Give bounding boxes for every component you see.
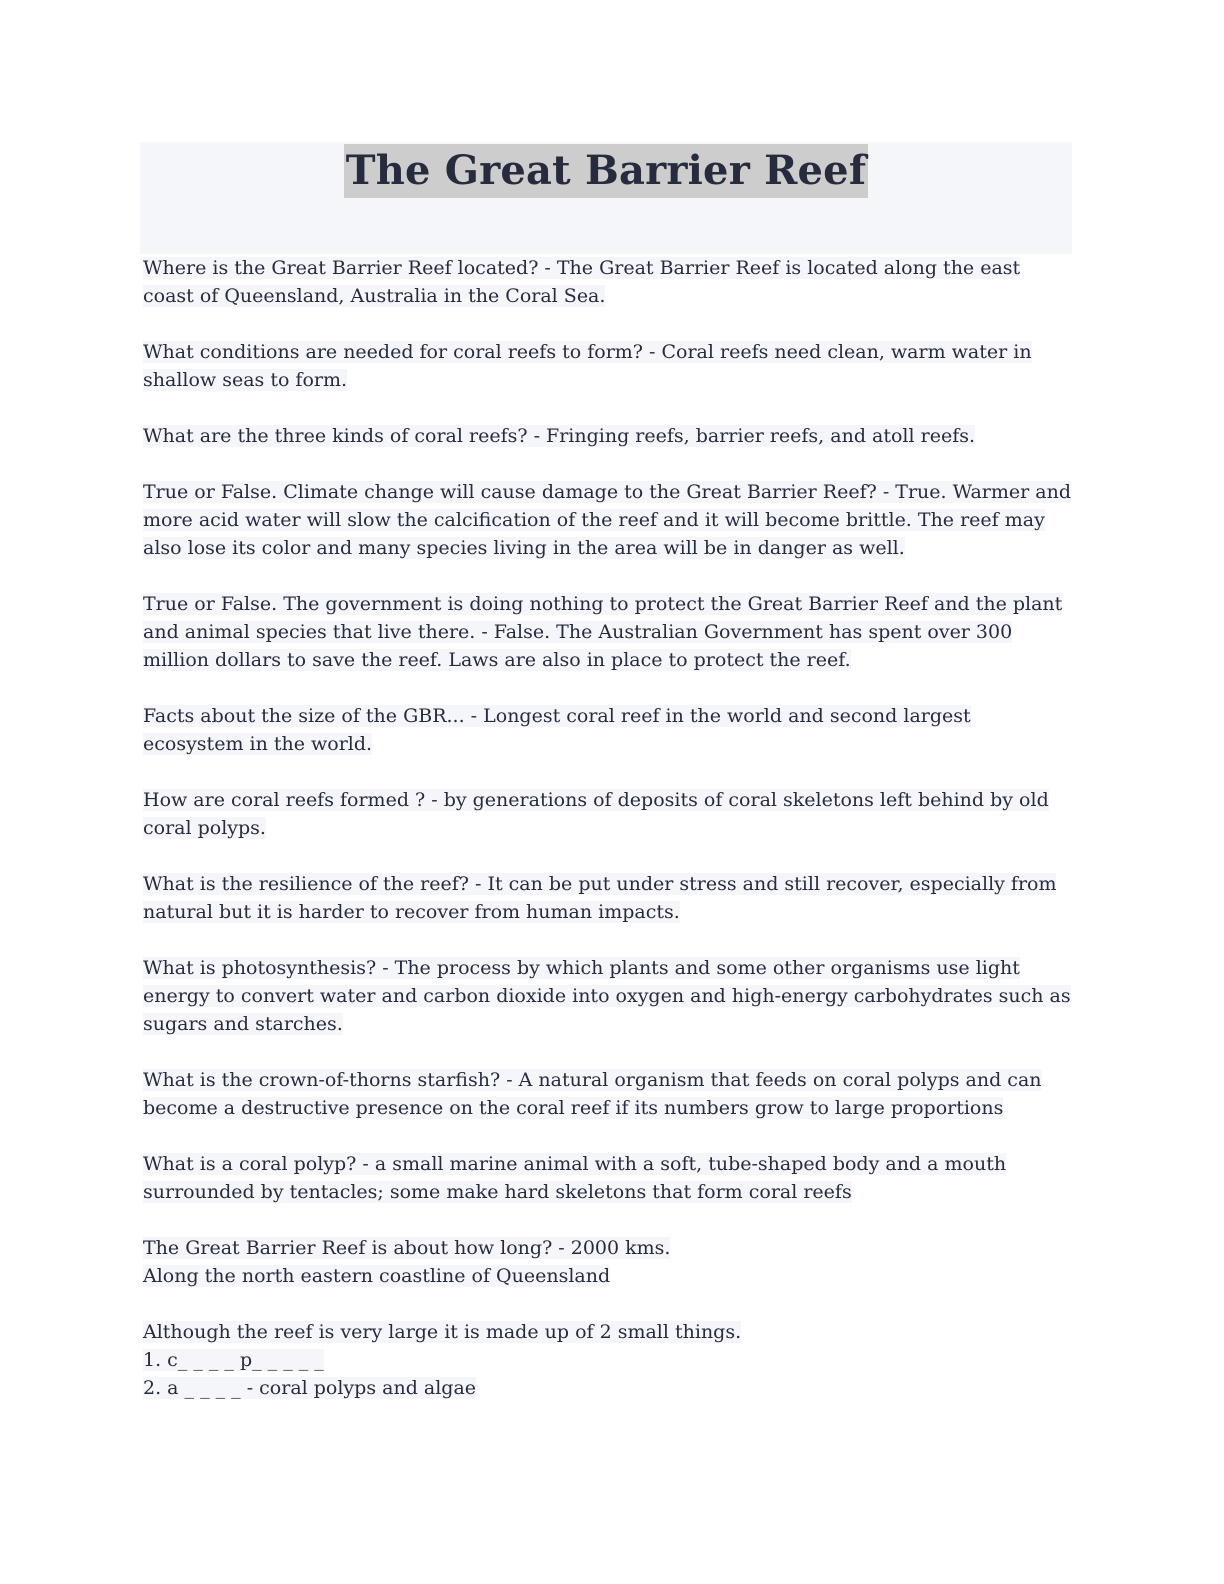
title-block [140,142,1072,254]
small-things-blank-2: 2. a _ _ _ _ - coral polyps and algae [143,1377,477,1399]
flashcard-entry [143,954,1073,1038]
flashcard-entry [143,478,1073,562]
flashcard-entry [143,590,1073,674]
flashcard-entry [143,786,1073,842]
entry-text: What is the crown-of-thorns starfish? - A natural organism that feeds on coral polyps and can become a destructive presence on the coral reef if its numbers grow to large proportions [143,1069,1042,1119]
flashcard-entry [143,870,1073,926]
entry-text: How are coral reefs formed ? - by generations of deposits of coral skeletons left behind by old coral polyps. [143,789,1049,839]
flashcard-entry [143,338,1073,394]
entry-text: What are the three kinds of coral reefs? - Fringing reefs, barrier reefs, and atoll reefs. [143,425,976,447]
small-things-question: Although the reef is very large it is made up of 2 small things. [143,1321,742,1343]
reef-length-entry [143,1234,1073,1290]
small-things-blank-1: 1. c_ _ _ _ p_ _ _ _ _ [143,1349,324,1371]
small-things-entry [143,1318,1073,1402]
flashcard-list [143,254,1073,1430]
page-title: The Great Barrier Reef [344,144,869,198]
entry-text: What is the resilience of the reef? - It can be put under stress and still recover, especially from natural but it is harder to recover from human impacts. [143,873,1057,923]
entry-text: What is photosynthesis? - The process by which plants and some other organisms use light energy to convert water and carbon dioxide into oxygen and high-energy carbohydrates such as sugars and starches. [143,957,1071,1035]
entry-text: Facts about the size of the GBR... - Longest coral reef in the world and second largest ecosystem in the world. [143,705,971,755]
reef-length-question: The Great Barrier Reef is about how long? - 2000 kms. [143,1237,671,1259]
reef-length-answer: Along the north eastern coastline of Queensland [143,1265,611,1287]
flashcard-entry [143,702,1073,758]
flashcard-entry [143,422,1073,450]
flashcard-entry [143,1066,1073,1122]
entry-text: What conditions are needed for coral reefs to form? - Coral reefs need clean, warm water in shallow seas to form. [143,341,1032,391]
entry-text: What is a coral polyp? - a small marine animal with a soft, tube-shaped body and a mouth surrounded by tentacles; some make hard skeletons that form coral reefs [143,1153,1007,1203]
entry-text: True or False. The government is doing nothing to protect the Great Barrier Reef and the plant and animal species that live there. - False. The Australian Government has spent over 300 million dollars to save the reef. Laws are also in place to protect the reef. [143,593,1063,671]
entry-text: Where is the Great Barrier Reef located? - The Great Barrier Reef is located along the east coast of Queensland, Australia in the Coral Sea. [143,257,1021,307]
flashcard-entry [143,254,1073,310]
flashcard-entry [143,1150,1073,1206]
entry-text: True or False. Climate change will cause damage to the Great Barrier Reef? - True. Warmer and more acid water will slow the calcification of the reef and it will become brittle. The reef may also lose its color and many species living in the area will be in danger as well. [143,481,1072,559]
